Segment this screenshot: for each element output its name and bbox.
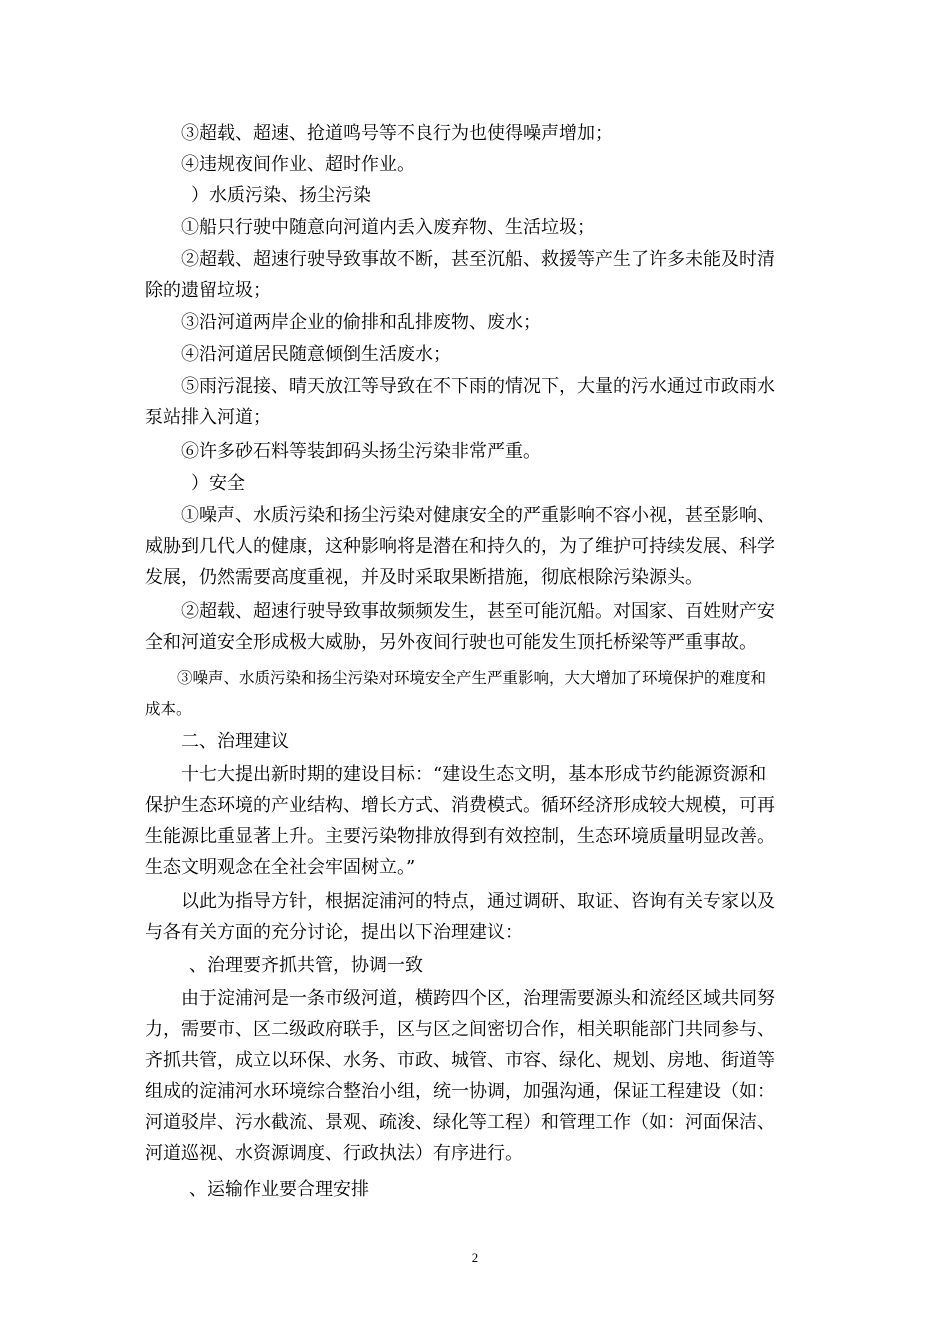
item-water-6 bbox=[145, 436, 811, 467]
text-line: ①噪声、水质污染和扬尘污染对健康安全的严重影响不容小视，甚至影响、 bbox=[181, 505, 775, 526]
text-line: 生能源比重显著上升。主要污染物排放得到有效控制，生态环境质量明显改善。 bbox=[145, 826, 775, 847]
text-line: 、运输作业要合理安排 bbox=[189, 1179, 369, 1200]
text-line: ⑥许多砂石料等装卸码头扬尘污染非常严重。 bbox=[181, 441, 541, 462]
text-line: 二、治理建议 bbox=[181, 731, 289, 752]
text-line: 十七大提出新时期的建设目标：“建设生态文明，基本形成节约能源资源和 bbox=[181, 764, 767, 785]
text-line: 威胁到几代人的健康，这种影响将是潜在和持久的，为了维护可持续发展、科学 bbox=[145, 536, 775, 557]
text-line: 由于淀浦河是一条市级河道，横跨四个区，治理需要源头和流经区域共同努 bbox=[181, 988, 775, 1009]
text-line: 除的遗留垃圾； bbox=[145, 280, 271, 301]
text-line: ④违规夜间作业、超时作业。 bbox=[181, 154, 415, 175]
text-line: 河道驳岸、污水截流、景观、疏浚、绿化等工程）和管理工作（如：河面保洁、 bbox=[145, 1112, 775, 1133]
text-line: 齐抓共管，成立以环保、水务、市政、城管、市容、绿化、规划、房地、街道等 bbox=[145, 1050, 775, 1071]
text-line: 与各有关方面的充分讨论，提出以下治理建议： bbox=[145, 922, 523, 943]
subheading-transport bbox=[145, 1174, 811, 1205]
text-line: 河道巡视、水资源调度、行政执法）有序进行。 bbox=[145, 1143, 523, 1164]
text-line: 发展，仍然需要高度重视，并及时采取果断措施，彻底根除污染源头。 bbox=[145, 567, 703, 588]
item-safety-3 bbox=[145, 663, 811, 725]
text-line: ）水质污染、扬尘污染 bbox=[191, 185, 371, 206]
text-line: ④沿河道居民随意倾倒生活废水； bbox=[181, 344, 451, 365]
text-line: ）安全 bbox=[191, 473, 245, 494]
text-line: ③沿河道两岸企业的偷排和乱排废物、废水； bbox=[181, 312, 541, 333]
heading-safety bbox=[145, 468, 811, 499]
text-line: ③噪声、水质污染和扬尘污染对环境安全产生严重影响，大大增加了环境保护的难度和 bbox=[177, 669, 767, 687]
item-safety-1 bbox=[145, 500, 811, 593]
item-water-1 bbox=[145, 212, 811, 243]
item-safety-2 bbox=[145, 596, 811, 658]
para-seventeenth-congress bbox=[145, 759, 811, 883]
subheading-joint-management bbox=[145, 950, 811, 981]
text-line: 以此为指导方针，根据淀浦河的特点，通过调研、取证、咨询有关专家以及 bbox=[181, 891, 775, 912]
item-noise-3 bbox=[145, 118, 811, 149]
text-line: 成本。 bbox=[145, 700, 192, 718]
para-dianpu-river bbox=[145, 983, 811, 1169]
text-line: 保护生态环境的产业结构、增长方式、消费模式。循环经济形成较大规模，可再 bbox=[145, 795, 775, 816]
text-line: ③超载、超速、抢道鸣号等不良行为也使得噪声增加； bbox=[181, 123, 613, 144]
item-water-5 bbox=[145, 371, 811, 433]
text-line: 生态文明观念在全社会牢固树立。” bbox=[145, 857, 416, 878]
text-line: ②超载、超速行驶导致事故频频发生，甚至可能沉船。对国家、百姓财产安 bbox=[181, 601, 775, 622]
text-line: ①船只行驶中随意向河道内丢入废弃物、生活垃圾； bbox=[181, 217, 595, 238]
text-line: 力，需要市、区二级政府联手，区与区之间密切合作，相关职能部门共同参与、 bbox=[145, 1019, 775, 1040]
heading-water-dust bbox=[145, 180, 811, 211]
text-line: 组成的淀浦河水环境综合整治小组，统一协调，加强沟通，保证工程建设（如： bbox=[145, 1081, 775, 1102]
item-water-3 bbox=[145, 307, 811, 338]
item-water-4 bbox=[145, 339, 811, 370]
item-noise-4 bbox=[145, 149, 811, 180]
text-line: ⑤雨污混接、晴天放江等导致在不下雨的情况下，大量的污水通过市政雨水 bbox=[181, 376, 775, 397]
item-water-2 bbox=[145, 244, 811, 306]
text-line: ②超载、超速行驶导致事故不断，甚至沉船、救援等产生了许多未能及时清 bbox=[181, 249, 775, 270]
text-line: 全和河道安全形成极大威胁，另外夜间行驶也可能发生顶托桥梁等严重事故。 bbox=[145, 632, 757, 653]
para-guideline bbox=[145, 886, 811, 948]
page-number: 2 bbox=[471, 1250, 479, 1265]
text-line: 、治理要齐抓共管，协调一致 bbox=[189, 955, 423, 976]
section-heading-governance bbox=[145, 726, 811, 757]
text-line: 泵站排入河道； bbox=[145, 407, 271, 428]
